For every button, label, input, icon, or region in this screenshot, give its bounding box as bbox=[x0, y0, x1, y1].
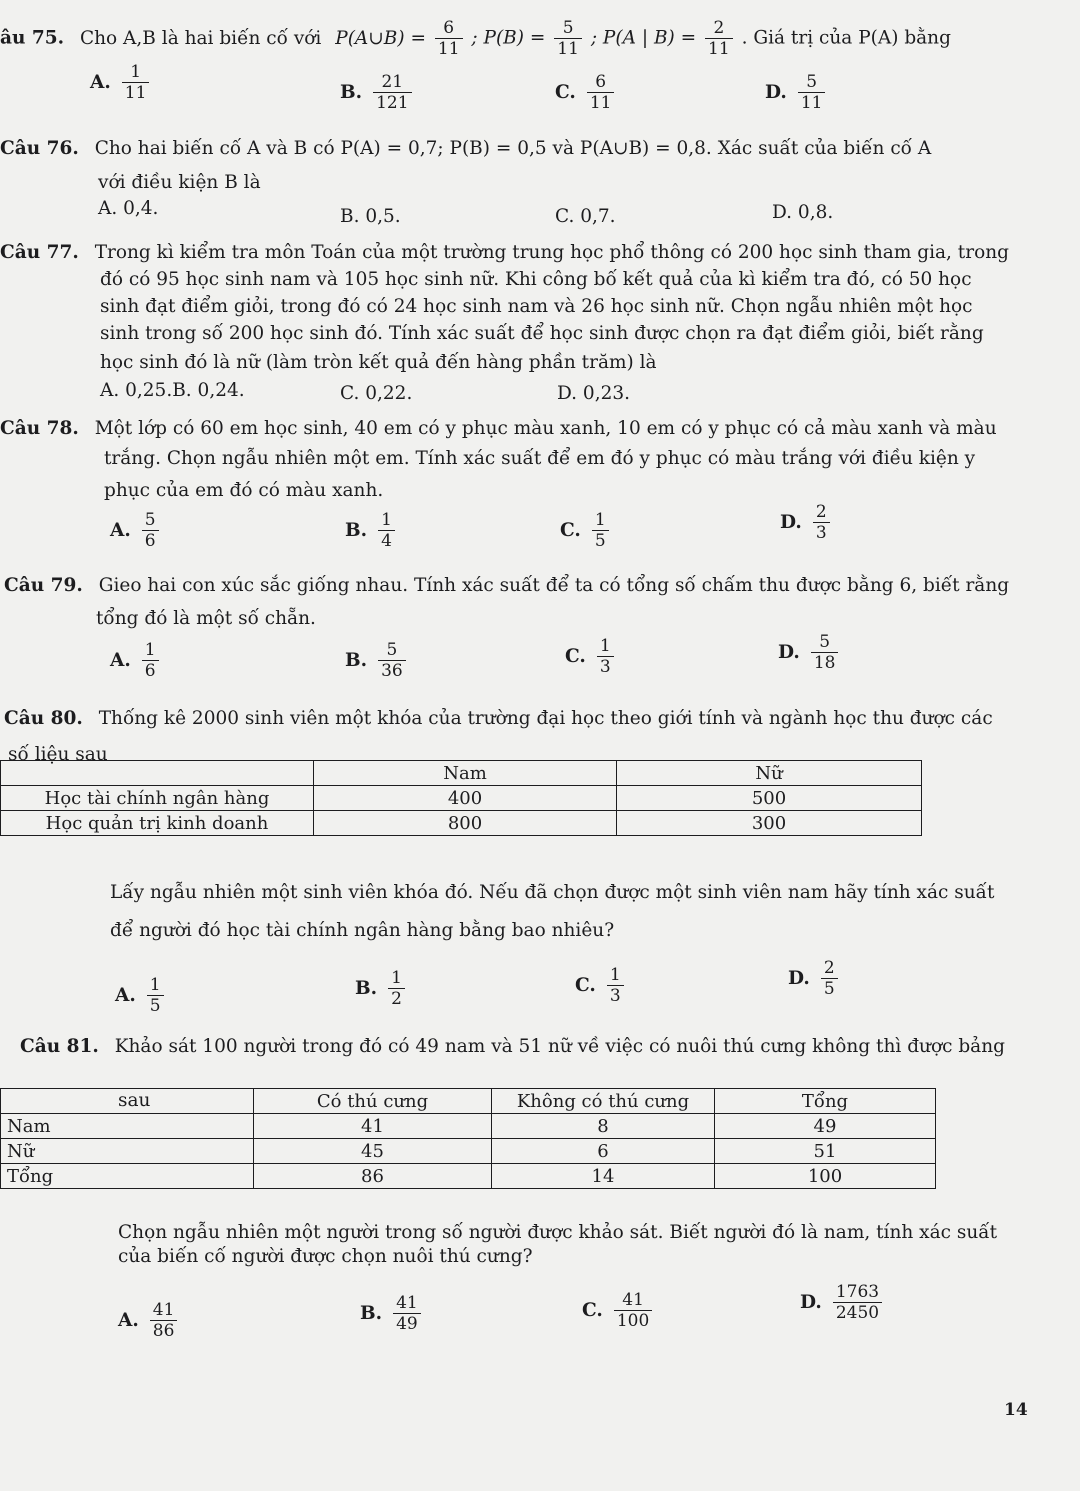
question-77-line-2: đó có 95 học sinh nam và 105 học sinh nữ. Khi công bố kết quả của kì kiểm tra đó, có 50 học bbox=[100, 269, 972, 290]
q78-option-d: D. $\frac{2}{3}$ bbox=[780, 502, 833, 543]
question-80-line-2: số liệu sau bbox=[8, 744, 108, 765]
q75-option-c: C. $\frac{6}{11}$ bbox=[555, 72, 617, 113]
question-78-line-1: Câu 78. Một lớp có 60 em học sinh, 40 em có y phục màu xanh, 10 em có y phục có cả màu xanh và màu bbox=[0, 418, 997, 439]
question-77-line-4: sinh trong số 200 học sinh đó. Tính xác suất để học sinh được chọn ra đạt điểm giỏi, biết rằng bbox=[100, 323, 984, 344]
q81-option-a: A. $\frac{41}{86}$ bbox=[118, 1300, 180, 1341]
q77-option-c: C. 0,22. bbox=[340, 383, 413, 404]
question-80-line-3: Lấy ngẫu nhiên một sinh viên khóa đó. Nếu đã chọn được một sinh viên nam hãy tính xác suất bbox=[110, 882, 995, 903]
q79-option-a: A. $\frac{1}{6}$ bbox=[110, 640, 162, 681]
q81-option-c: C. $\frac{41}{100}$ bbox=[582, 1290, 655, 1331]
q80-option-a: A. $\frac{1}{5}$ bbox=[115, 975, 167, 1016]
q76-option-a: A. 0,4. bbox=[98, 198, 159, 219]
q76-option-d: D. 0,8. bbox=[772, 202, 834, 223]
q80-option-b: B. $\frac{1}{2}$ bbox=[355, 968, 408, 1009]
table-row: Học tài chính ngân hàng 400 500 bbox=[1, 786, 922, 811]
q81-option-d: D. $\frac{1763}{2450}$ bbox=[800, 1282, 885, 1323]
question-76-line-2: với điều kiện B là bbox=[98, 172, 261, 193]
question-81-line-2: sau bbox=[118, 1090, 151, 1111]
q75-option-b: B. $\frac{21}{121}$ bbox=[340, 72, 415, 113]
q79-option-b: B. $\frac{5}{36}$ bbox=[345, 640, 409, 681]
question-76-line-1: Câu 76. Cho hai biến cố A và B có P(A) = 0,7; P(B) = 0,5 và P(A∪B) = 0,8. Xác suất của biến cố A bbox=[0, 138, 932, 159]
question-77-line-1: Câu 77. Trong kì kiểm tra môn Toán của một trường trung học phổ thông có 200 học sinh tham gia, trong bbox=[0, 242, 1009, 263]
q77-option-ab: A. 0,25.B. 0,24. bbox=[100, 380, 245, 401]
q77-option-d: D. 0,23. bbox=[557, 383, 631, 404]
table-row: Nữ 45 6 51 bbox=[1, 1139, 936, 1164]
q76-option-c: C. 0,7. bbox=[555, 206, 616, 227]
question-79-line-1: Câu 79. Gieo hai con xúc sắc giống nhau. Tính xác suất để ta có tổng số chấm thu được bằng 6, biết rằng bbox=[4, 575, 1010, 596]
question-78-line-2: trắng. Chọn ngẫu nhiên một em. Tính xác suất để em đó y phục có màu trắng với điều kiện y bbox=[104, 448, 976, 469]
table-row: Có thú cưng Không có thú cưng Tổng bbox=[1, 1089, 936, 1114]
q79-option-c: C. $\frac{1}{3}$ bbox=[565, 636, 617, 677]
q79-option-d: D. $\frac{5}{18}$ bbox=[778, 632, 841, 673]
q76-option-b: B. 0,5. bbox=[340, 206, 401, 227]
table-row: Tổng 86 14 100 bbox=[1, 1164, 936, 1189]
question-78-line-3: phục của em đó có màu xanh. bbox=[104, 480, 384, 501]
q80-table bbox=[0, 760, 922, 836]
q75-option-a: A. $\frac{1}{11}$ bbox=[90, 62, 152, 103]
question-81-line-4: của biến cố người được chọn nuôi thú cưng? bbox=[118, 1246, 533, 1267]
q81-option-b: B. $\frac{41}{49}$ bbox=[360, 1293, 424, 1334]
question-79-line-2: tổng đó là một số chẵn. bbox=[96, 608, 316, 629]
q78-option-b: B. $\frac{1}{4}$ bbox=[345, 510, 398, 551]
q80-option-d: D. $\frac{2}{5}$ bbox=[788, 958, 841, 999]
q78-option-c: C. $\frac{1}{5}$ bbox=[560, 510, 612, 551]
question-75-stem: âu 75. Cho A,B là hai biến cố với P(A∪B) = $\frac{6}{11}$ ; P(B) = $\frac{5}{11}$ ; P(A | B) = $\frac{2}{11}$ . Giá trị của P(A) bằng bbox=[0, 18, 951, 59]
q75-option-d: D. $\frac{5}{11}$ bbox=[765, 72, 828, 113]
page-number: 14 bbox=[1004, 1400, 1028, 1420]
question-77-line-3: sinh đạt điểm giỏi, trong đó có 24 học sinh nam và 26 học sinh nữ. Chọn ngẫu nhiên một học bbox=[100, 296, 973, 317]
q80-option-c: C. $\frac{1}{3}$ bbox=[575, 965, 627, 1006]
table-row: Nam 41 8 49 bbox=[1, 1114, 936, 1139]
q78-option-a: A. $\frac{5}{6}$ bbox=[110, 510, 162, 551]
question-81-line-1: Câu 81. Khảo sát 100 người trong đó có 49 nam và 51 nữ về việc có nuôi thú cưng không thì được bảng bbox=[20, 1036, 1005, 1057]
table-row: Nam Nữ bbox=[1, 761, 922, 786]
table-row: Học quản trị kinh doanh 800 300 bbox=[1, 811, 922, 836]
question-77-line-5: học sinh đó là nữ (làm tròn kết quả đến hàng phần trăm) là bbox=[100, 352, 657, 373]
q81-table bbox=[0, 1088, 936, 1189]
question-80-line-4: để người đó học tài chính ngân hàng bằng bao nhiêu? bbox=[110, 920, 615, 941]
question-81-line-3: Chọn ngẫu nhiên một người trong số người được khảo sát. Biết người đó là nam, tính xác suất bbox=[118, 1222, 1001, 1243]
question-80-line-1: Câu 80. Thống kê 2000 sinh viên một khóa của trường đại học theo giới tính và ngành học thu được các bbox=[4, 708, 993, 729]
